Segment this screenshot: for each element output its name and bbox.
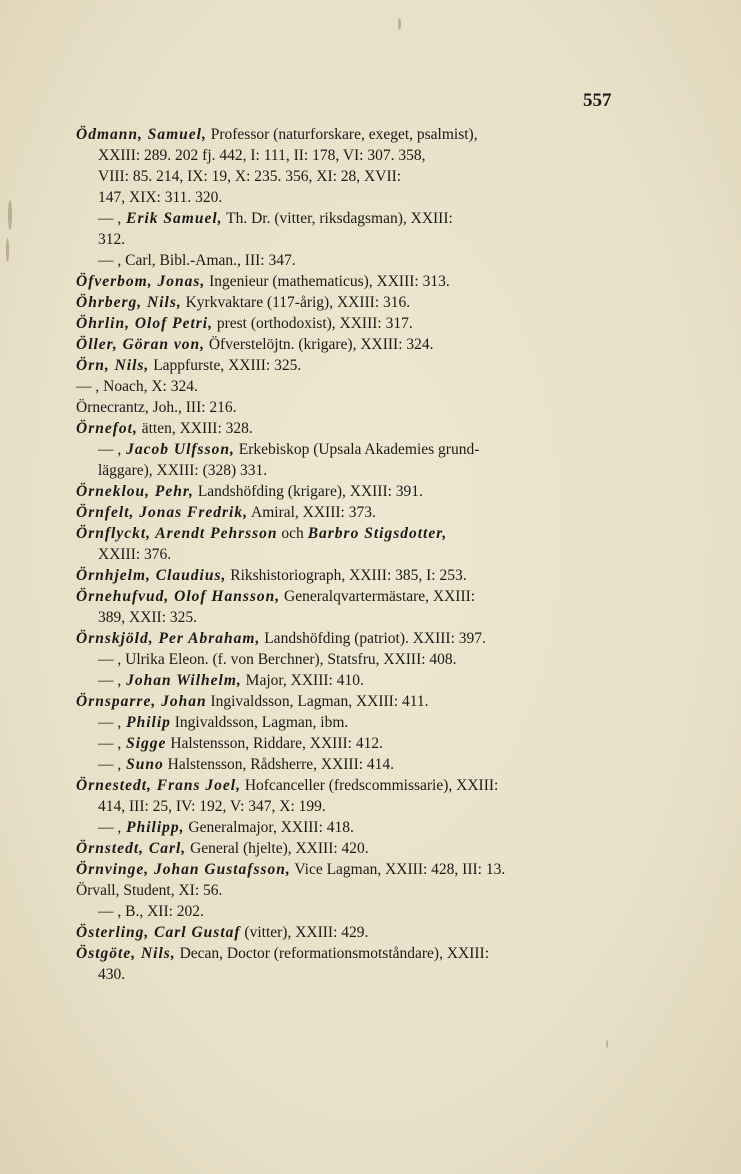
entry-name: Sigge (121, 735, 167, 752)
register-entries (76, 124, 624, 985)
entry: Ödmann, Samuel, Professor (naturforskare, exeget, psalmist), XXIII: 289. 202 fj. 442, I: 111, II: 178, VI: 307. 358, VIII: 85. 214, IX: 19, X: 235. 356, XI: 28, XVII: 147, XIX: 311. 320. (76, 126, 478, 206)
entry: — , Carl, Bibl.-Aman., III: 347. (98, 252, 296, 269)
entry: Örnefot, ätten, XXIII: 328. (76, 420, 253, 437)
entry-name: Philip (121, 714, 171, 731)
entry: — , Noach, X: 324. (76, 378, 198, 395)
entry: Örnhjelm, Claudius, Rikshistoriograph, XXIII: 385, I: 253. (76, 567, 467, 584)
entry: Öhrberg, Nils, Kyrkvaktare (117-årig), XXIII: 316. (76, 294, 411, 311)
entry-name: Philipp, (121, 819, 185, 836)
entry: Örnskjöld, Per Abraham, Landshöfding (patriot). XXIII: 397. (76, 630, 486, 647)
entry: — , Jacob Ulfsson, Erkebiskop (Upsala Akademies grund- läggare), XXIII: (328) 331. (98, 441, 480, 479)
entry-name: Örnvinge, Johan Gustafsson, (76, 861, 291, 878)
entry: Örn, Nils, Lappfurste, XXIII: 325. (76, 357, 302, 374)
entry: Öfverbom, Jonas, Ingenieur (mathematicus), XXIII: 313. (76, 273, 450, 290)
entry-name: Örnskjöld, Per Abraham, (76, 630, 261, 647)
entry-name: Örnsparre, Johan (76, 693, 207, 710)
ditto-dash: — , (98, 441, 122, 458)
entry: — , Sigge Halstensson, Riddare, XXIII: 412. (98, 735, 383, 752)
ditto-dash: — , (98, 252, 122, 269)
entry: — , Ulrika Eleon. (f. von Berchner), Statsfru, XXIII: 408. (98, 651, 457, 668)
entry: — , Philipp, Generalmajor, XXIII: 418. (98, 819, 354, 836)
entry: Örnecrantz, Joh., III: 216. (76, 399, 237, 416)
paper-speck (606, 1040, 608, 1048)
ditto-dash: — , (98, 756, 122, 773)
ditto-dash: — , (98, 672, 122, 689)
entry-name: Jacob Ulfsson, (121, 441, 235, 458)
entry-name: Örnflyckt, Arendt Pehrsson (76, 525, 278, 542)
entry: Örnfelt, Jonas Fredrik, Amiral, XXIII: 373. (76, 504, 376, 521)
ditto-dash: — , (98, 819, 122, 836)
entry: — , Suno Halstensson, Rådsherre, XXIII: 414. (98, 756, 395, 773)
entry: — , Johan Wilhelm, Major, XXIII: 410. (98, 672, 364, 689)
entry: Örnestedt, Frans Joel, Hofcanceller (fredscommissarie), XXIII: 414, III: 25, IV: 192, V: 347, X: 199. (76, 777, 499, 815)
ditto-dash: — , (98, 735, 122, 752)
entry-name: Örnstedt, Carl, (76, 840, 187, 857)
entry-name: Öhrlin, Olof Petri, (76, 315, 213, 332)
entry-name: Örn, Nils, (76, 357, 150, 374)
entry: Öhrlin, Olof Petri, prest (orthodoxist), XXIII: 317. (76, 315, 413, 332)
entry: Örvall, Student, XI: 56. (76, 882, 223, 899)
ditto-dash: — , (76, 378, 100, 395)
entry: Öller, Göran von, Öfverstelöjtn. (krigare), XXIII: 324. (76, 336, 434, 353)
entry-name: Öller, Göran von, (76, 336, 205, 353)
entry: Örnvinge, Johan Gustafsson, Vice Lagman, XXIII: 428, III: 13. (76, 861, 506, 878)
entry: Örnsparre, Johan Ingivaldsson, Lagman, XXIII: 411. (76, 693, 429, 710)
entry-name: Suno (121, 756, 164, 773)
entry-name: Barbro Stigsdotter, (307, 525, 448, 542)
entry-name: Örnefot, (76, 420, 138, 437)
entry-name: Örnfelt, Jonas Fredrik, (76, 504, 248, 521)
entry: Örneklou, Pehr, Landshöfding (krigare), XXIII: 391. (76, 483, 423, 500)
entry: — , Philip Ingivaldsson, Lagman, ibm. (98, 714, 349, 731)
paper-speck (398, 18, 401, 30)
entry-name: Östgöte, Nils, (76, 945, 176, 962)
entry: — , B., XII: 202. (98, 903, 204, 920)
entry: Örnehufvud, Olof Hansson, Generalqvartermästare, XXIII: 389, XXII: 325. (76, 588, 476, 626)
entry: Örnflyckt, Arendt Pehrsson och Barbro Stigsdotter, XXIII: 376. (76, 525, 448, 563)
ditto-dash: — , (98, 651, 122, 668)
paper-speck (6, 238, 9, 262)
entry-name: Ödmann, Samuel, (76, 126, 207, 143)
entry-name: Örnestedt, Frans Joel, (76, 777, 241, 794)
page-number: 557 (583, 90, 612, 111)
entry-name: Österling, Carl Gustaf (76, 924, 241, 941)
entry: — , Erik Samuel, Th. Dr. (vitter, riksdagsman), XXIII: 312. (98, 210, 453, 248)
entry-name: Johan Wilhelm, (121, 672, 242, 689)
entry-name: Örnhjelm, Claudius, (76, 567, 227, 584)
entry-name: Örnehufvud, Olof Hansson, (76, 588, 281, 605)
paper-speck (8, 200, 12, 230)
entry: Örnstedt, Carl, General (hjelte), XXIII: 420. (76, 840, 369, 857)
entry-name: Öfverbom, Jonas, (76, 273, 206, 290)
entry-name: Öhrberg, Nils, (76, 294, 182, 311)
ditto-dash: — , (98, 210, 122, 227)
entry: Österling, Carl Gustaf (vitter), XXIII: 429. (76, 924, 369, 941)
entry-name: Örneklou, Pehr, (76, 483, 194, 500)
entry-name: Erik Samuel, (121, 210, 223, 227)
ditto-dash: — , (98, 714, 122, 731)
entry: Östgöte, Nils, Decan, Doctor (reformationsmotståndare), XXIII: 430. (76, 945, 490, 983)
ditto-dash: — , (98, 903, 122, 920)
